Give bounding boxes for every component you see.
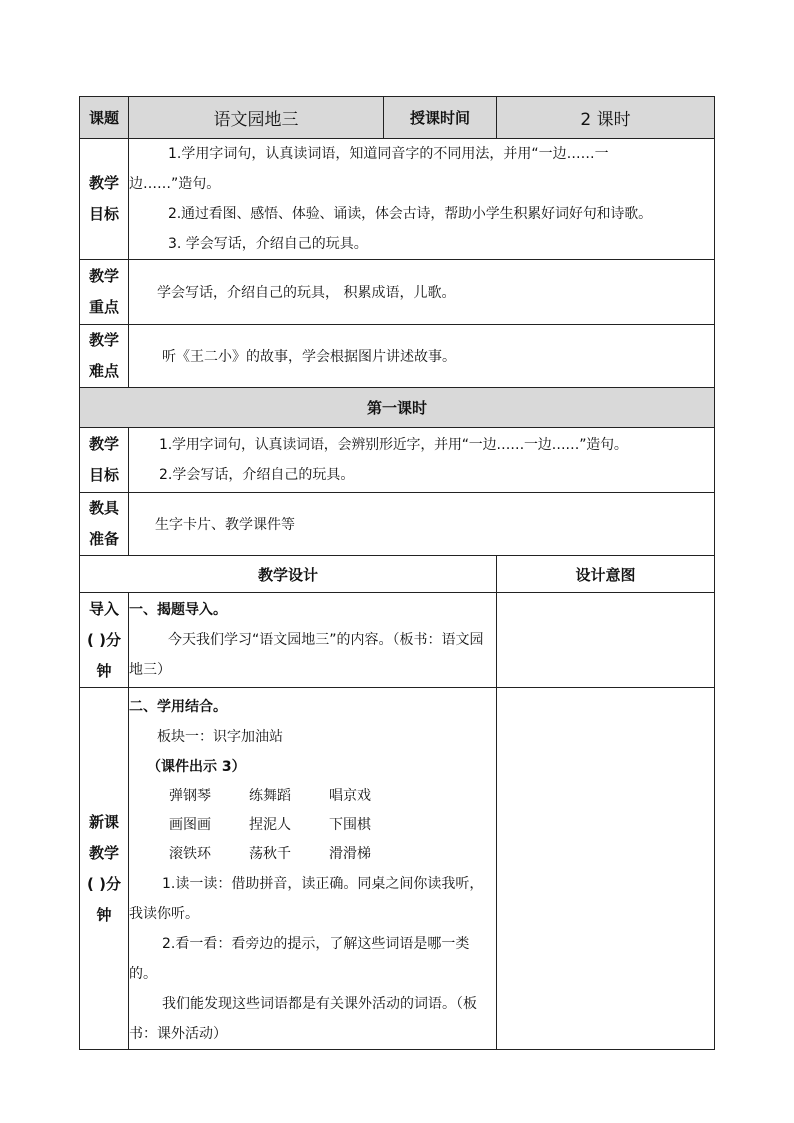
intro-text: 今天我们学习“语文园地三”的内容。（板书：语文园地三）	[129, 632, 484, 678]
topic-value: 语文园地三	[129, 97, 384, 139]
difficulties-text: 听《王二小》的故事，学会根据图片讲述故事。	[129, 325, 715, 388]
design-header: 教学设计	[80, 556, 497, 593]
goal-line-4: 3. 学会写话，介绍自己的玩具。	[168, 236, 368, 252]
lesson-goals-label: 教学 目标	[80, 428, 129, 493]
goals-label: 教学 目标	[80, 139, 129, 260]
courseware-note: （课件出示 3）	[147, 759, 246, 775]
word-item: 画图画	[169, 817, 211, 833]
new-lesson-label: 新课 教学 ( )分 钟	[80, 688, 129, 1050]
difficulties-label: 教学 难点	[80, 325, 129, 388]
step-read: 1.读一读：借助拼音，读正确。同桌之间你读我听，我读你听。	[129, 876, 484, 922]
word-row-2	[129, 811, 496, 840]
goal-line-2: 边……”造句。	[129, 176, 221, 192]
step-look: 2.看一看：看旁边的提示，了解这些词语是哪一类的。	[129, 936, 470, 982]
intro-heading: 一、揭题导入。	[129, 602, 227, 618]
new-lesson-intent	[497, 688, 715, 1050]
intent-header: 设计意图	[497, 556, 715, 593]
class-time-value: 2 课时	[497, 97, 715, 139]
word-row-3	[129, 840, 496, 869]
word-item: 荡秋千	[249, 846, 291, 862]
step-discover: 我们能发现这些词语都是有关课外活动的词语。（板书：课外活动）	[129, 996, 477, 1042]
word-item: 滚铁环	[169, 846, 211, 862]
new-lesson-heading: 二、学用结合。	[129, 699, 227, 715]
key-points-text: 学会写话，介绍自己的玩具， 积累成语，儿歌。	[129, 260, 715, 325]
materials-text: 生字卡片、教学课件等	[129, 493, 715, 556]
lesson-one-title: 第一课时	[80, 388, 715, 428]
word-item: 弹钢琴	[169, 788, 211, 804]
word-item: 下围棋	[329, 817, 371, 833]
lesson-plan-table	[79, 96, 715, 1050]
class-time-label: 授课时间	[384, 97, 497, 139]
block-one-title: 板块一：识字加油站	[157, 729, 283, 745]
intro-label: 导入 ( )分 钟	[80, 593, 129, 688]
lesson-goal-line-2: 2.学会写话，介绍自己的玩具。	[159, 467, 355, 483]
key-points-label: 教学 重点	[80, 260, 129, 325]
intro-content	[129, 593, 497, 688]
goal-line-1: 1.学用字词句，认真读词语，知道同音字的不同用法，并用“一边……一	[168, 146, 609, 162]
new-lesson-content	[129, 688, 497, 1050]
word-item: 捏泥人	[249, 817, 291, 833]
word-item: 滑滑梯	[329, 846, 371, 862]
goals-content	[129, 139, 715, 260]
materials-label: 教具 准备	[80, 493, 129, 556]
lesson-goals-content	[129, 428, 715, 493]
word-row-1	[129, 782, 496, 811]
goal-line-3: 2.通过看图、感悟、体验、诵读，体会古诗，帮助小学生积累好词好句和诗歌。	[168, 206, 652, 222]
word-item: 唱京戏	[329, 788, 371, 804]
lesson-goal-line-1: 1.学用字词句，认真读词语，会辨别形近字，并用“一边……一边……”造句。	[159, 437, 628, 453]
intro-intent	[497, 593, 715, 688]
topic-label: 课题	[80, 97, 129, 139]
word-item: 练舞蹈	[249, 788, 291, 804]
